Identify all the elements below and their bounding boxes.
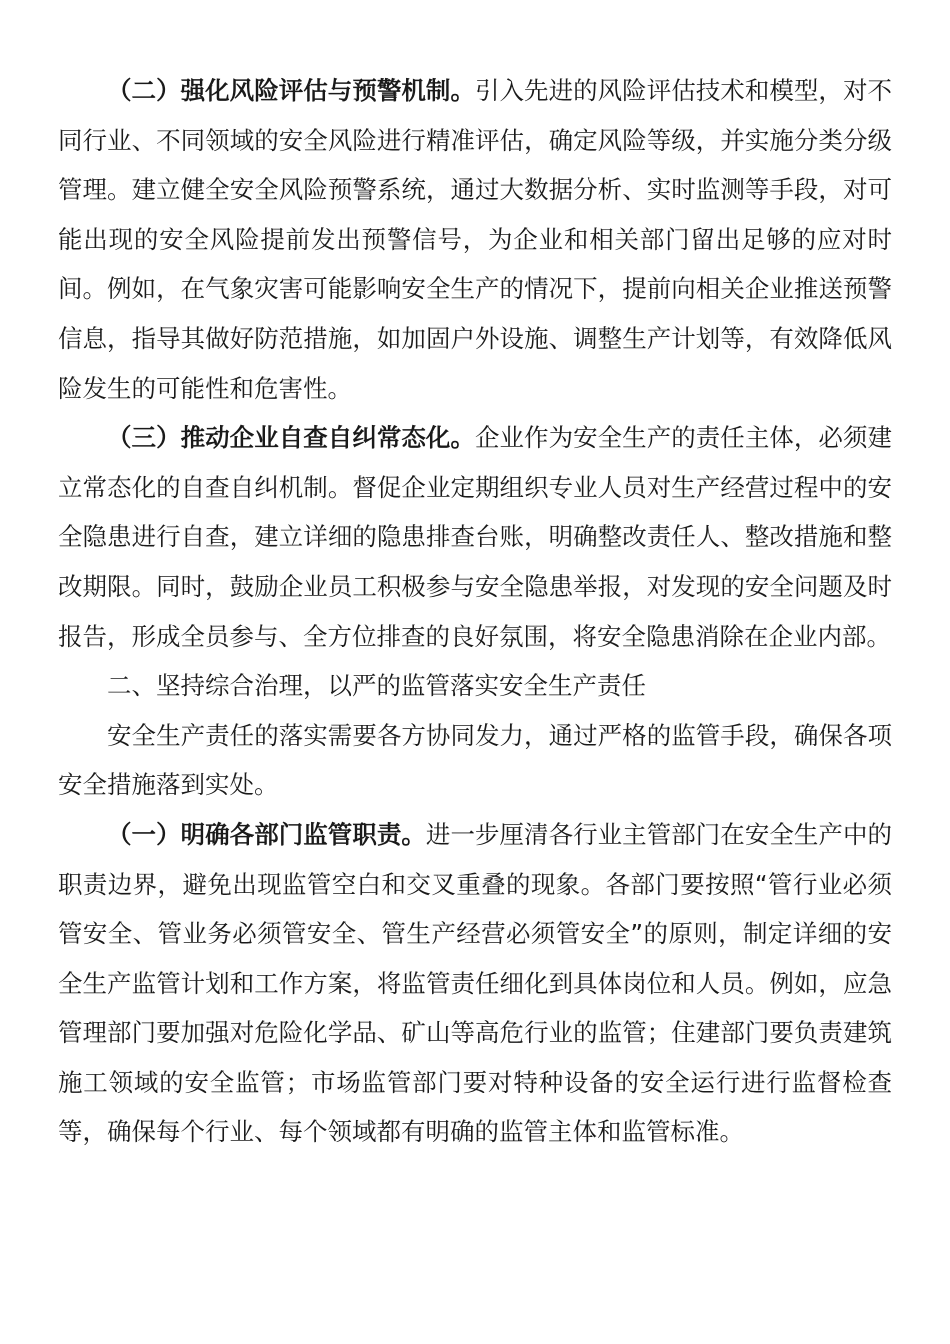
section-heading-text: 二、坚持综合治理，以严的监管落实安全生产责任 xyxy=(107,671,646,701)
paragraph-body: 进一步厘清各行业主管部门在安全生产中的职责边界，避免出现监管空白和交叉重叠的现象。各部门要按照“管行业必须管安全、管业务必须管安全、管生产经营必须管安全”的原则，制定详细的安全生产监管计划和工作方案，将监管责任细化到具体岗位和人员。例如，应急管理部门要加强对危险化学品、矿山等高危行业的监管；住建部门要负责建筑施工领域的安全监管；市场监管部门要对特种设备的安全运行进行监督检查等，确保每个行业、每个领域都有明确的监管主体和监管标准。 xyxy=(58,819,893,1147)
paragraph-supervision-duties xyxy=(58,810,892,1157)
paragraph-intro xyxy=(58,711,892,810)
section-heading xyxy=(58,661,892,711)
paragraph-body: 引入先进的风险评估技术和模型，对不同行业、不同领域的安全风险进行精准评估，确定风险等级，并实施分类分级管理。建立健全安全风险预警系统，通过大数据分析、实时监测等手段，对可能出现的安全风险提前发出预警信号，为企业和相关部门留出足够的应对时间。例如，在气象灾害可能影响安全生产的情况下，提前向相关企业推送预警信息，指导其做好防范措施，如加固户外设施、调整生产计划等，有效降低风险发生的可能性和危害性。 xyxy=(58,76,892,403)
paragraph-body: 企业作为安全生产的责任主体，必须建立常态化的自查自纠机制。督促企业定期组织专业人员对生产经营过程中的安全隐患进行自查，建立详细的隐患排查台账，明确整改责任人、整改措施和整改期限。同时，鼓励企业员工积极参与安全隐患举报，对发现的安全问题及时报告，形成全员参与、全方位排查的良好氛围，将安全隐患消除在企业内部。 xyxy=(58,423,892,651)
document-page xyxy=(58,66,892,1157)
paragraph-heading: （三）推动企业自查自纠常态化。 xyxy=(107,423,475,453)
paragraph-body: 安全生产责任的落实需要各方协同发力，通过严格的监管手段，确保各项安全措施落到实处。 xyxy=(58,720,892,800)
paragraph-heading: （一）明确各部门监管职责。 xyxy=(107,819,426,849)
paragraph-self-inspection xyxy=(58,413,892,661)
paragraph-heading: （二）强化风险评估与预警机制。 xyxy=(107,76,475,105)
paragraph-risk-assessment xyxy=(58,66,892,413)
